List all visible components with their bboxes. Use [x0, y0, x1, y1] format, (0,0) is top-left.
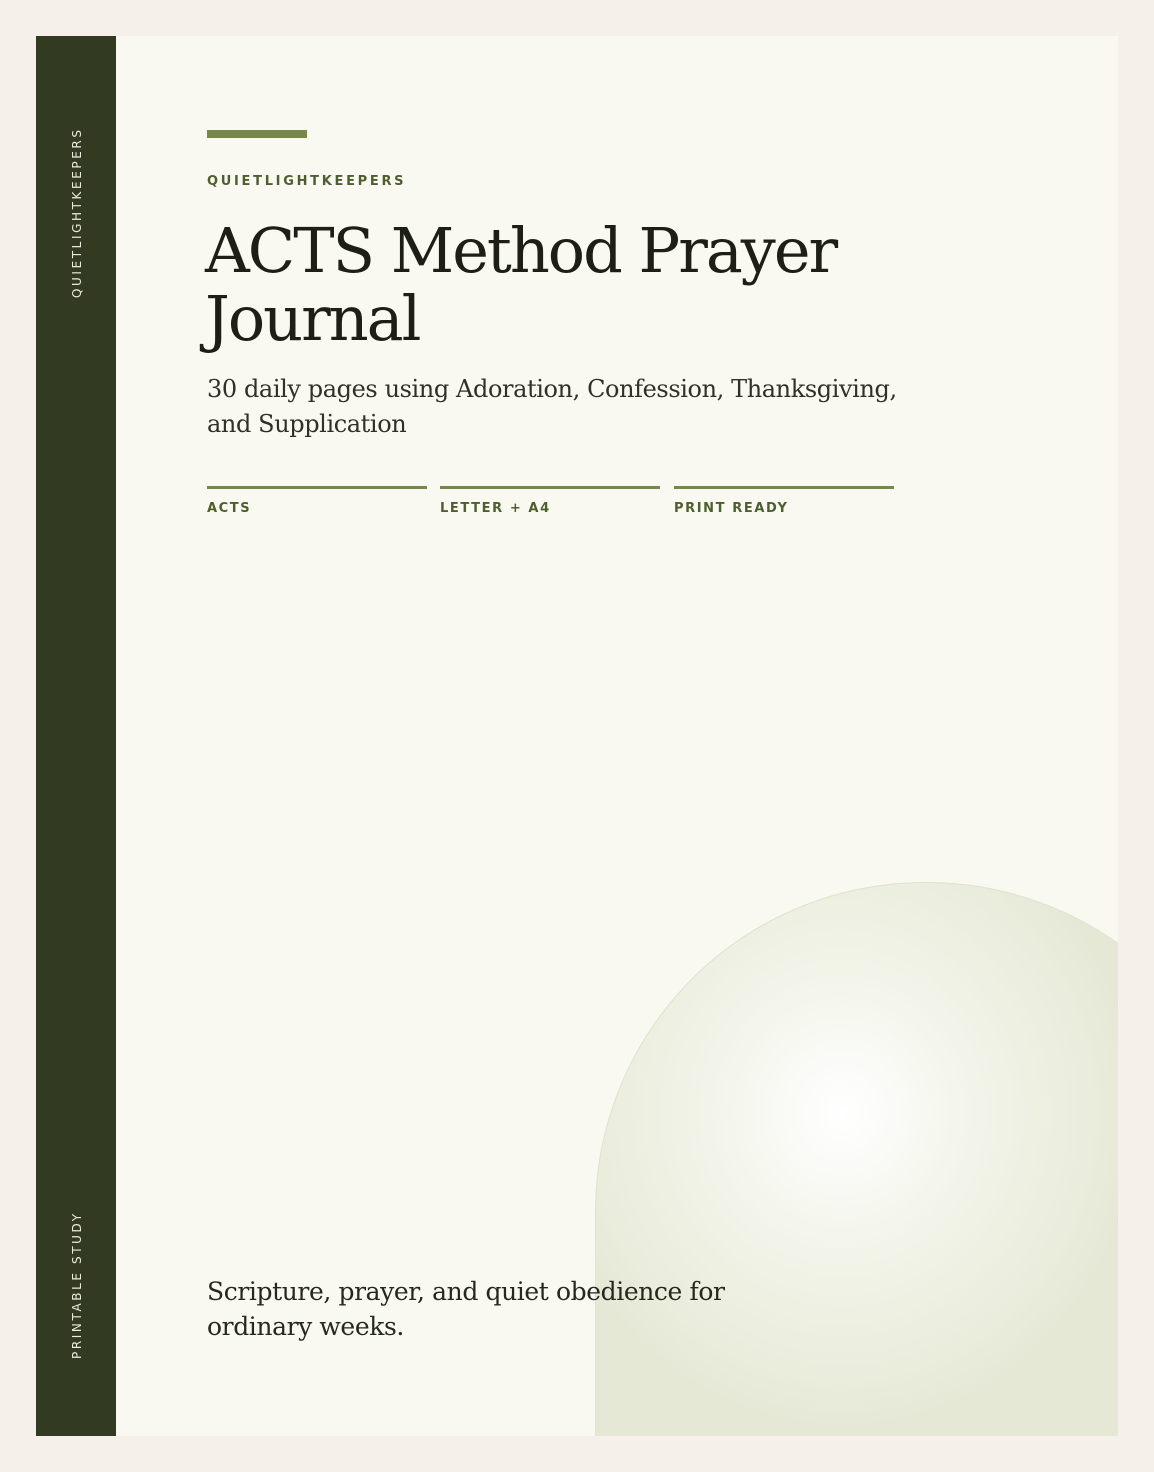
cover-page — [36, 36, 1118, 1436]
tag-print-ready: PRINT READY — [674, 486, 894, 516]
tagline: Scripture, prayer, and quiet obedience for ordinary weeks. — [207, 1277, 725, 1341]
tag-acts: ACTS — [207, 486, 427, 516]
page-subtitle: 30 daily pages using Adoration, Confession, Thanksgiving, and Supplication — [207, 375, 897, 438]
tag-row — [207, 486, 897, 526]
page-title: ACTS Method Prayer Journal — [205, 214, 837, 355]
brand-eyebrow: QUIETLIGHTKEEPERS — [207, 174, 407, 189]
spine-category-label: PRINTABLE STUDY — [70, 1211, 84, 1359]
tag-paper-size: LETTER + A4 — [440, 486, 660, 516]
decorative-arch — [595, 882, 1118, 1436]
spine — [36, 36, 116, 1436]
accent-bar — [207, 130, 307, 138]
spine-brand-label: QUIETLIGHTKEEPERS — [70, 127, 84, 298]
